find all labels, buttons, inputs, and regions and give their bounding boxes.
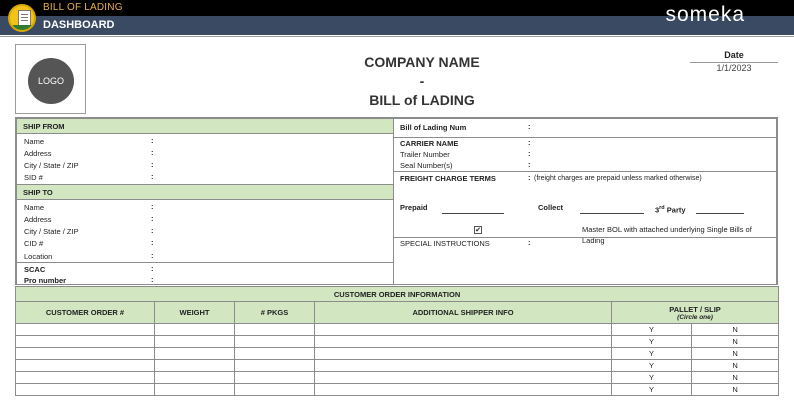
company-name: COMPANY NAME [364,54,480,70]
pallet-yes[interactable]: Y [612,348,692,360]
third-party-suffix: rd [659,205,665,211]
weight-cell[interactable] [155,324,235,336]
table-row [16,372,779,384]
app-title: BILL OF LADING [43,2,123,13]
prepaid-label: Prepaid [400,203,428,212]
customer-order-table [15,286,779,396]
col-customer-order: CUSTOMER ORDER # [16,302,155,324]
bol-number-label: Bill of Lading Num [400,123,467,132]
trailer-number-label: Trailer Number [400,150,450,159]
pallet-no[interactable]: N [692,384,779,396]
col-weight: WEIGHT [155,302,235,324]
colon: : [151,160,154,169]
colon: : [151,172,154,181]
ship-to-city-label: City / State / ZIP [24,227,79,236]
pkgs-cell[interactable] [235,324,315,336]
order-cell[interactable] [16,336,155,348]
third-party-number: 3 [655,205,660,215]
weight-cell[interactable] [155,360,235,372]
pkgs-cell[interactable] [235,360,315,372]
freight-terms-label: FREIGHT CHARGE TERMS [400,174,496,183]
pkgs-cell[interactable] [235,336,315,348]
colon: : [528,173,531,182]
tab-dashboard[interactable]: DASHBOARD [43,19,115,31]
document-title: BILL of LADING [369,92,475,108]
colon: : [528,160,531,169]
seal-numbers-label: Seal Number(s) [400,161,453,170]
freight-terms-note: (freight charges are prepaid unless marked otherwise) [534,175,702,182]
table-row [16,336,779,348]
master-bol-label: Master BOL with attached underlying Single Bills of Lading [582,225,752,245]
pkgs-cell[interactable] [235,372,315,384]
info-cell[interactable] [315,336,612,348]
colon: : [528,122,531,131]
ship-to-heading: SHIP TO [17,185,393,200]
colon: : [528,149,531,158]
ship-from-section [16,118,394,185]
document-heading [300,53,544,110]
ship-from-name-label: Name [24,137,45,146]
info-cell[interactable] [315,324,612,336]
ship-to-location-label: Location [24,252,53,261]
weight-cell[interactable] [155,336,235,348]
master-bol-checkbox[interactable]: ✔ [475,227,481,234]
bill-of-lading-app-icon [8,4,36,32]
pallet-yes[interactable]: Y [612,324,692,336]
carrier-name-label: CARRIER NAME [400,139,459,148]
collect-input[interactable] [580,213,644,214]
colon: : [151,251,154,260]
weight-cell[interactable] [155,348,235,360]
heading-dash: - [419,73,425,89]
colon: : [528,238,531,247]
table-row [16,324,779,336]
colon: : [151,214,154,223]
ship-from-sid-label: SID # [24,173,43,182]
pallet-no[interactable]: N [692,348,779,360]
colon: : [151,202,154,211]
customer-order-section-title: CUSTOMER ORDER INFORMATION [16,287,779,302]
colon: : [528,138,531,147]
logo-box[interactable] [15,44,86,114]
pallet-yes[interactable]: Y [612,336,692,348]
prepaid-input[interactable] [442,213,504,214]
col-pkgs: # PKGS [235,302,315,324]
order-cell[interactable] [16,360,155,372]
brand-logo: someka [665,3,745,26]
logo-placeholder: LOGO [28,58,74,104]
order-cell[interactable] [16,348,155,360]
date-value[interactable]: 1/1/2023 [716,63,752,73]
carrier-section [394,137,777,172]
ship-from-heading: SHIP FROM [17,119,393,134]
weight-cell[interactable] [155,384,235,396]
date-label: Date [690,50,778,63]
pallet-yes[interactable]: Y [612,360,692,372]
col-additional-info: ADDITIONAL SHIPPER INFO [315,302,612,324]
ship-to-name-label: Name [24,203,45,212]
pallet-no[interactable]: N [692,372,779,384]
scac-label: SCAC [24,265,46,274]
third-party-label [655,203,686,214]
order-cell[interactable] [16,384,155,396]
colon: : [151,264,154,273]
colon: : [151,148,154,157]
colon: : [151,136,154,145]
pallet-yes[interactable]: Y [612,372,692,384]
special-instructions-section [394,237,777,285]
third-party-word: Party [666,205,686,215]
special-instructions-label: SPECIAL INSTRUCTIONS [400,239,490,248]
ship-from-address-label: Address [24,149,52,158]
info-cell[interactable] [315,348,612,360]
ship-to-section [16,184,394,285]
order-cell[interactable] [16,372,155,384]
divider [17,262,393,263]
pkgs-cell[interactable] [235,348,315,360]
colon: : [151,275,154,284]
pro-number-label: Pro number [24,276,67,285]
weight-cell[interactable] [155,372,235,384]
info-cell[interactable] [315,360,612,372]
col-pallet-slip [612,302,779,324]
third-party-input[interactable] [696,213,744,214]
pallet-yes[interactable]: Y [612,384,692,396]
bol-number-section [394,118,777,138]
ship-to-address-label: Address [24,215,52,224]
colon: : [151,238,154,247]
pallet-slip-subtitle: (Circle one) [677,313,713,321]
table-row [16,384,779,396]
pallet-no[interactable]: N [692,360,779,372]
pkgs-cell[interactable] [235,384,315,396]
pallet-no[interactable]: N [692,336,779,348]
form-frame [15,117,778,285]
info-cell[interactable] [315,372,612,384]
collect-label: Collect [538,203,564,212]
table-row [16,348,779,360]
pallet-no[interactable]: N [692,324,779,336]
info-cell[interactable] [315,384,612,396]
pallet-slip-title: PALLET / SLIP [669,304,721,314]
order-cell[interactable] [16,324,155,336]
table-row [16,360,779,372]
ship-to-cid-label: CID # [24,239,44,248]
ship-from-city-label: City / State / ZIP [24,161,79,170]
colon: : [151,226,154,235]
